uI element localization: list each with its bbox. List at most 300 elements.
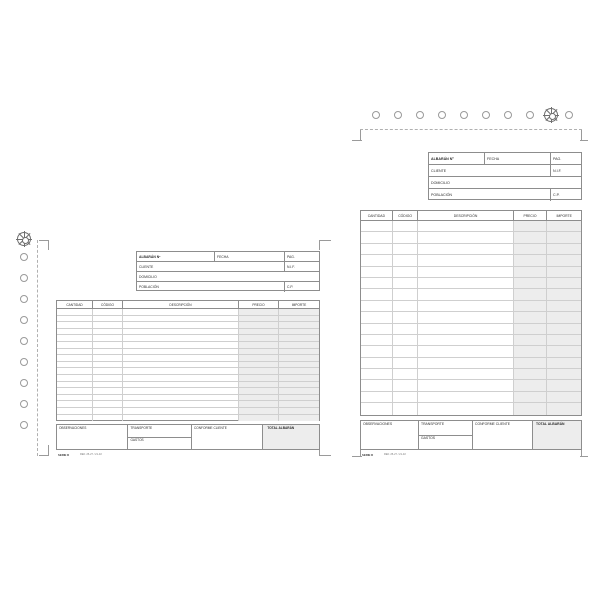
pag-field[interactable]	[285, 252, 319, 261]
cp-field[interactable]	[285, 282, 319, 292]
sprocket-hole	[438, 111, 446, 119]
table-cell[interactable]	[239, 309, 279, 315]
table-cell[interactable]	[93, 316, 123, 322]
pag-label: PAG.	[287, 254, 295, 259]
table-cell[interactable]	[514, 392, 548, 402]
table-cell[interactable]	[123, 382, 239, 388]
table-cell[interactable]	[57, 375, 93, 381]
table-cell[interactable]	[239, 408, 279, 414]
table-row[interactable]	[57, 362, 319, 369]
table-cell[interactable]	[514, 255, 548, 265]
table-cell[interactable]	[239, 388, 279, 394]
observaciones-field[interactable]	[361, 421, 419, 449]
column-label: IMPORTE	[556, 213, 572, 218]
sprocket-hole	[20, 379, 28, 387]
table-cell[interactable]	[57, 408, 93, 414]
table-cell[interactable]	[57, 335, 93, 341]
sprocket-hole	[372, 111, 380, 119]
table-cell[interactable]	[57, 395, 93, 401]
table-cell[interactable]	[418, 392, 513, 402]
table-cell[interactable]	[514, 232, 548, 242]
albaran-number-field[interactable]	[137, 252, 215, 261]
cp-label: C.P.	[553, 193, 560, 197]
table-cell[interactable]	[514, 301, 548, 311]
table-row[interactable]	[57, 401, 319, 408]
table-cell[interactable]	[514, 358, 548, 368]
fecha-label: FECHA	[217, 254, 229, 259]
table-cell[interactable]	[279, 342, 319, 348]
table-cell[interactable]	[279, 415, 319, 422]
table-cell[interactable]	[547, 392, 581, 402]
table-row[interactable]	[57, 335, 319, 342]
table-cell[interactable]	[57, 415, 93, 422]
table-cell[interactable]	[361, 221, 393, 231]
table-cell[interactable]	[279, 329, 319, 335]
table-cell[interactable]	[361, 267, 393, 277]
table-cell[interactable]	[123, 388, 239, 394]
table-cell[interactable]	[361, 255, 393, 265]
table-cell[interactable]	[239, 355, 279, 361]
table-cell[interactable]	[361, 358, 393, 368]
left-sheet-header-block	[136, 251, 320, 291]
column-header-precio	[514, 211, 548, 220]
cliente-field[interactable]	[137, 262, 285, 271]
table-cell[interactable]	[239, 342, 279, 348]
table-cell[interactable]	[393, 244, 419, 254]
table-cell[interactable]	[123, 322, 239, 328]
transporte-label: TRANSPORTE	[130, 426, 153, 430]
table-header-row	[361, 211, 581, 221]
table-cell[interactable]	[547, 380, 581, 390]
table-cell[interactable]	[418, 380, 513, 390]
table-row[interactable]	[361, 221, 581, 232]
table-cell[interactable]	[361, 301, 393, 311]
table-cell[interactable]	[123, 375, 239, 381]
table-cell[interactable]	[418, 312, 513, 322]
observaciones-field[interactable]	[57, 425, 128, 449]
table-cell[interactable]	[279, 382, 319, 388]
table-cell[interactable]	[57, 309, 93, 315]
table-cell[interactable]	[418, 255, 513, 265]
table-cell[interactable]	[361, 312, 393, 322]
table-cell[interactable]	[279, 335, 319, 341]
table-cell[interactable]	[361, 403, 393, 414]
table-cell[interactable]	[93, 349, 123, 355]
table-cell[interactable]	[361, 346, 393, 356]
table-cell[interactable]	[514, 312, 548, 322]
conforme-cliente-field[interactable]	[473, 421, 533, 449]
table-cell[interactable]	[123, 309, 239, 315]
left-sheet-footer-block	[56, 424, 320, 450]
nif-label: N.I.F.	[553, 168, 562, 173]
table-cell[interactable]	[279, 362, 319, 368]
table-row[interactable]	[57, 342, 319, 349]
table-row[interactable]	[57, 415, 319, 422]
table-cell[interactable]	[514, 335, 548, 345]
table-cell[interactable]	[57, 322, 93, 328]
crop-mark	[581, 130, 582, 140]
table-cell[interactable]	[279, 322, 319, 328]
table-cell[interactable]	[279, 316, 319, 322]
table-cell[interactable]	[393, 369, 419, 379]
cliente-field[interactable]	[429, 165, 551, 176]
table-cell[interactable]	[418, 324, 513, 334]
table-cell[interactable]	[57, 362, 93, 368]
table-row[interactable]	[57, 395, 319, 402]
fecha-label: FECHA	[487, 156, 500, 161]
total-albaran-field[interactable]	[533, 421, 581, 449]
table-cell[interactable]	[279, 388, 319, 394]
column-label: IMPORTE	[291, 302, 307, 307]
albaran-number-label: ALBARÁN Nº	[139, 254, 161, 259]
table-cell[interactable]	[239, 382, 279, 388]
table-row[interactable]	[361, 267, 581, 278]
table-cell[interactable]	[123, 355, 239, 361]
table-cell[interactable]	[547, 301, 581, 311]
left-sheet-sprocket-strip	[14, 240, 38, 456]
table-cell[interactable]	[361, 369, 393, 379]
table-cell[interactable]	[547, 289, 581, 299]
table-cell[interactable]	[361, 324, 393, 334]
table-cell[interactable]	[123, 415, 239, 422]
table-row[interactable]	[57, 316, 319, 323]
table-cell[interactable]	[239, 329, 279, 335]
table-cell[interactable]	[514, 267, 548, 277]
crop-mark	[319, 455, 331, 456]
table-cell[interactable]	[418, 369, 513, 379]
table-cell[interactable]	[93, 375, 123, 381]
poblacion-label: POBLACIÓN	[431, 193, 452, 197]
table-cell[interactable]	[393, 278, 419, 288]
table-row[interactable]	[361, 232, 581, 243]
table-row[interactable]	[57, 329, 319, 336]
sprocket-gear-icon	[17, 232, 31, 246]
table-cell[interactable]	[57, 349, 93, 355]
table-cell[interactable]	[93, 415, 123, 422]
table-cell[interactable]	[57, 316, 93, 322]
table-cell[interactable]	[418, 221, 513, 231]
table-cell[interactable]	[547, 232, 581, 242]
table-cell[interactable]	[57, 382, 93, 388]
table-cell[interactable]	[547, 403, 581, 414]
column-header-descripcion	[123, 301, 239, 308]
table-cell[interactable]	[361, 278, 393, 288]
table-row[interactable]	[361, 392, 581, 403]
table-row[interactable]	[361, 278, 581, 289]
table-cell[interactable]	[418, 346, 513, 356]
table-cell[interactable]	[123, 362, 239, 368]
table-cell[interactable]	[123, 349, 239, 355]
table-cell[interactable]	[547, 346, 581, 356]
crop-mark	[319, 240, 331, 241]
table-cell[interactable]	[418, 403, 513, 414]
column-label: CANTIDAD	[66, 302, 83, 307]
column-header-codigo	[93, 301, 123, 308]
sprocket-hole	[20, 295, 28, 303]
table-cell[interactable]	[547, 221, 581, 231]
table-cell[interactable]	[514, 244, 548, 254]
column-header-cantidad	[57, 301, 93, 308]
table-row[interactable]	[361, 369, 581, 380]
poblacion-label: POBLACIÓN	[139, 285, 159, 289]
table-cell[interactable]	[57, 401, 93, 407]
table-cell[interactable]	[514, 324, 548, 334]
transporte-field[interactable]	[128, 425, 192, 449]
conforme-cliente-field[interactable]	[192, 425, 263, 449]
total-albaran-label: TOTAL ALBARÁN	[267, 426, 295, 430]
left-sheet-reference-imprint	[80, 453, 102, 456]
table-header-row	[57, 301, 319, 309]
table-cell[interactable]	[93, 362, 123, 368]
table-cell[interactable]	[57, 388, 93, 394]
table-cell[interactable]	[239, 362, 279, 368]
sprocket-hole	[394, 111, 402, 119]
table-cell[interactable]	[361, 380, 393, 390]
domicilio-field[interactable]	[137, 272, 319, 281]
crop-mark	[580, 140, 588, 141]
table-row[interactable]	[57, 349, 319, 356]
table-row[interactable]	[57, 368, 319, 375]
table-cell[interactable]	[239, 415, 279, 422]
table-cell[interactable]	[418, 335, 513, 345]
table-cell[interactable]	[93, 395, 123, 401]
table-cell[interactable]	[361, 232, 393, 242]
table-cell[interactable]	[123, 368, 239, 374]
table-cell[interactable]	[393, 221, 419, 231]
nif-field[interactable]	[551, 165, 581, 176]
table-cell[interactable]	[393, 324, 419, 334]
right-sheet-header-block	[428, 152, 582, 200]
poblacion-field[interactable]	[137, 282, 285, 292]
sprocket-hole	[20, 253, 28, 261]
table-cell[interactable]	[418, 232, 513, 242]
sprocket-hole	[20, 337, 28, 345]
column-header-importe	[279, 301, 319, 308]
table-cell[interactable]	[547, 278, 581, 288]
left-sheet-items-table	[56, 300, 320, 421]
nif-field[interactable]	[285, 262, 319, 271]
table-row[interactable]	[57, 408, 319, 415]
conforme-cliente-label: CONFORME CLIENTE	[193, 426, 227, 430]
table-cell[interactable]	[239, 368, 279, 374]
column-label: CÓDIGO	[398, 213, 412, 218]
table-cell[interactable]	[514, 289, 548, 299]
table-cell[interactable]	[393, 267, 419, 277]
table-row[interactable]	[361, 301, 581, 312]
table-row[interactable]	[361, 289, 581, 300]
table-cell[interactable]	[393, 380, 419, 390]
table-row[interactable]	[57, 355, 319, 362]
table-cell[interactable]	[279, 401, 319, 407]
table-cell[interactable]	[361, 244, 393, 254]
right-sheet	[352, 104, 588, 464]
table-cell[interactable]	[93, 329, 123, 335]
table-cell[interactable]	[418, 244, 513, 254]
table-row[interactable]	[361, 255, 581, 266]
table-cell[interactable]	[547, 369, 581, 379]
table-cell[interactable]	[239, 375, 279, 381]
table-cell[interactable]	[93, 342, 123, 348]
table-cell[interactable]	[123, 329, 239, 335]
table-cell[interactable]	[239, 401, 279, 407]
table-cell[interactable]	[57, 342, 93, 348]
table-cell[interactable]	[514, 278, 548, 288]
fecha-field[interactable]	[485, 153, 551, 164]
crop-mark	[319, 240, 320, 250]
crop-mark	[360, 130, 361, 140]
table-cell[interactable]	[418, 278, 513, 288]
table-cell[interactable]	[393, 289, 419, 299]
table-cell[interactable]	[514, 221, 548, 231]
total-albaran-field[interactable]	[263, 425, 319, 449]
table-cell[interactable]	[361, 392, 393, 402]
table-row[interactable]	[361, 380, 581, 391]
table-cell[interactable]	[393, 358, 419, 368]
table-cell[interactable]	[547, 244, 581, 254]
observaciones-label: OBSERVACIONES	[363, 422, 393, 426]
table-cell[interactable]	[93, 408, 123, 414]
sprocket-hole	[416, 111, 424, 119]
table-row[interactable]	[361, 244, 581, 255]
table-cell[interactable]	[279, 368, 319, 374]
table-cell[interactable]	[418, 358, 513, 368]
table-cell[interactable]	[514, 380, 548, 390]
column-header-importe	[547, 211, 581, 220]
column-label: PRECIO	[252, 302, 265, 307]
table-cell[interactable]	[393, 301, 419, 311]
table-cell[interactable]	[393, 232, 419, 242]
table-cell[interactable]	[93, 382, 123, 388]
table-cell[interactable]	[393, 255, 419, 265]
sprocket-hole	[20, 274, 28, 282]
table-cell[interactable]	[239, 322, 279, 328]
sprocket-hole	[504, 111, 512, 119]
table-row[interactable]	[361, 403, 581, 414]
domicilio-label: DOMICILIO	[431, 180, 450, 185]
albaran-number-field[interactable]	[429, 153, 485, 164]
column-label: CÓDIGO	[101, 302, 114, 307]
poblacion-field[interactable]	[429, 189, 551, 201]
table-row[interactable]	[361, 346, 581, 357]
table-cell[interactable]	[547, 358, 581, 368]
cp-field[interactable]	[551, 189, 581, 201]
table-cell[interactable]	[123, 401, 239, 407]
table-cell[interactable]	[93, 388, 123, 394]
brand-name: SERIE D	[362, 453, 374, 457]
right-sheet-sprocket-strip	[360, 104, 582, 130]
table-row[interactable]	[57, 382, 319, 389]
table-cell[interactable]	[418, 301, 513, 311]
table-cell[interactable]	[418, 267, 513, 277]
conforme-cliente-label: CONFORME CLIENTE	[475, 422, 511, 426]
table-cell[interactable]	[547, 267, 581, 277]
table-row[interactable]	[361, 324, 581, 335]
table-cell[interactable]	[279, 395, 319, 401]
table-cell[interactable]	[279, 309, 319, 315]
table-cell[interactable]	[514, 346, 548, 356]
table-cell[interactable]	[123, 335, 239, 341]
table-cell[interactable]	[279, 408, 319, 414]
sprocket-hole	[20, 316, 28, 324]
table-cell[interactable]	[93, 368, 123, 374]
table-row[interactable]	[361, 335, 581, 346]
table-cell[interactable]	[93, 335, 123, 341]
table-cell[interactable]	[57, 355, 93, 361]
table-cell[interactable]	[514, 369, 548, 379]
table-cell[interactable]	[93, 355, 123, 361]
left-sheet	[14, 232, 334, 464]
table-cell[interactable]	[393, 346, 419, 356]
table-cell[interactable]	[239, 395, 279, 401]
table-body	[57, 309, 319, 421]
table-row[interactable]	[57, 375, 319, 382]
nif-label: N.I.F.	[287, 264, 295, 269]
table-cell[interactable]	[279, 355, 319, 361]
table-cell[interactable]	[239, 335, 279, 341]
table-cell[interactable]	[393, 335, 419, 345]
table-cell[interactable]	[57, 368, 93, 374]
cliente-label: CLIENTE	[139, 264, 154, 269]
table-cell[interactable]	[547, 335, 581, 345]
table-cell[interactable]	[123, 408, 239, 414]
column-label: DESCRIPCIÓN	[169, 302, 192, 307]
table-row[interactable]	[57, 322, 319, 329]
table-cell[interactable]	[279, 349, 319, 355]
fecha-field[interactable]	[215, 252, 285, 261]
table-cell[interactable]	[547, 324, 581, 334]
table-cell[interactable]	[514, 403, 548, 414]
right-sheet-items-table	[360, 210, 582, 416]
crop-mark	[48, 240, 49, 250]
right-sheet-footer-block	[360, 420, 582, 450]
table-cell[interactable]	[418, 289, 513, 299]
table-cell[interactable]	[547, 312, 581, 322]
table-row[interactable]	[57, 388, 319, 395]
table-cell[interactable]	[547, 255, 581, 265]
table-cell[interactable]	[123, 316, 239, 322]
table-cell[interactable]	[393, 312, 419, 322]
reference-code: REF. 25-27 / 21-32	[80, 453, 102, 456]
table-cell[interactable]	[93, 309, 123, 315]
table-cell[interactable]	[93, 322, 123, 328]
domicilio-field[interactable]	[429, 177, 581, 188]
column-label: PRECIO	[523, 213, 537, 218]
transporte-field[interactable]	[419, 421, 473, 449]
crop-mark	[352, 140, 362, 141]
table-row[interactable]	[57, 309, 319, 316]
observaciones-label: OBSERVACIONES	[59, 426, 87, 430]
crop-mark	[39, 455, 49, 456]
pag-field[interactable]	[551, 153, 581, 164]
column-header-cantidad	[361, 211, 393, 220]
reference-code: REF. 25-27 / 21-32	[384, 453, 406, 456]
table-cell[interactable]	[393, 403, 419, 414]
table-row[interactable]	[361, 312, 581, 323]
table-cell[interactable]	[93, 401, 123, 407]
table-cell[interactable]	[123, 342, 239, 348]
sprocket-hole	[20, 358, 28, 366]
table-cell[interactable]	[393, 392, 419, 402]
sprocket-hole	[460, 111, 468, 119]
table-cell[interactable]	[239, 349, 279, 355]
table-cell[interactable]	[57, 329, 93, 335]
table-cell[interactable]	[361, 289, 393, 299]
table-cell[interactable]	[239, 316, 279, 322]
table-cell[interactable]	[361, 335, 393, 345]
table-cell[interactable]	[279, 375, 319, 381]
table-row[interactable]	[361, 358, 581, 369]
table-cell[interactable]	[123, 395, 239, 401]
